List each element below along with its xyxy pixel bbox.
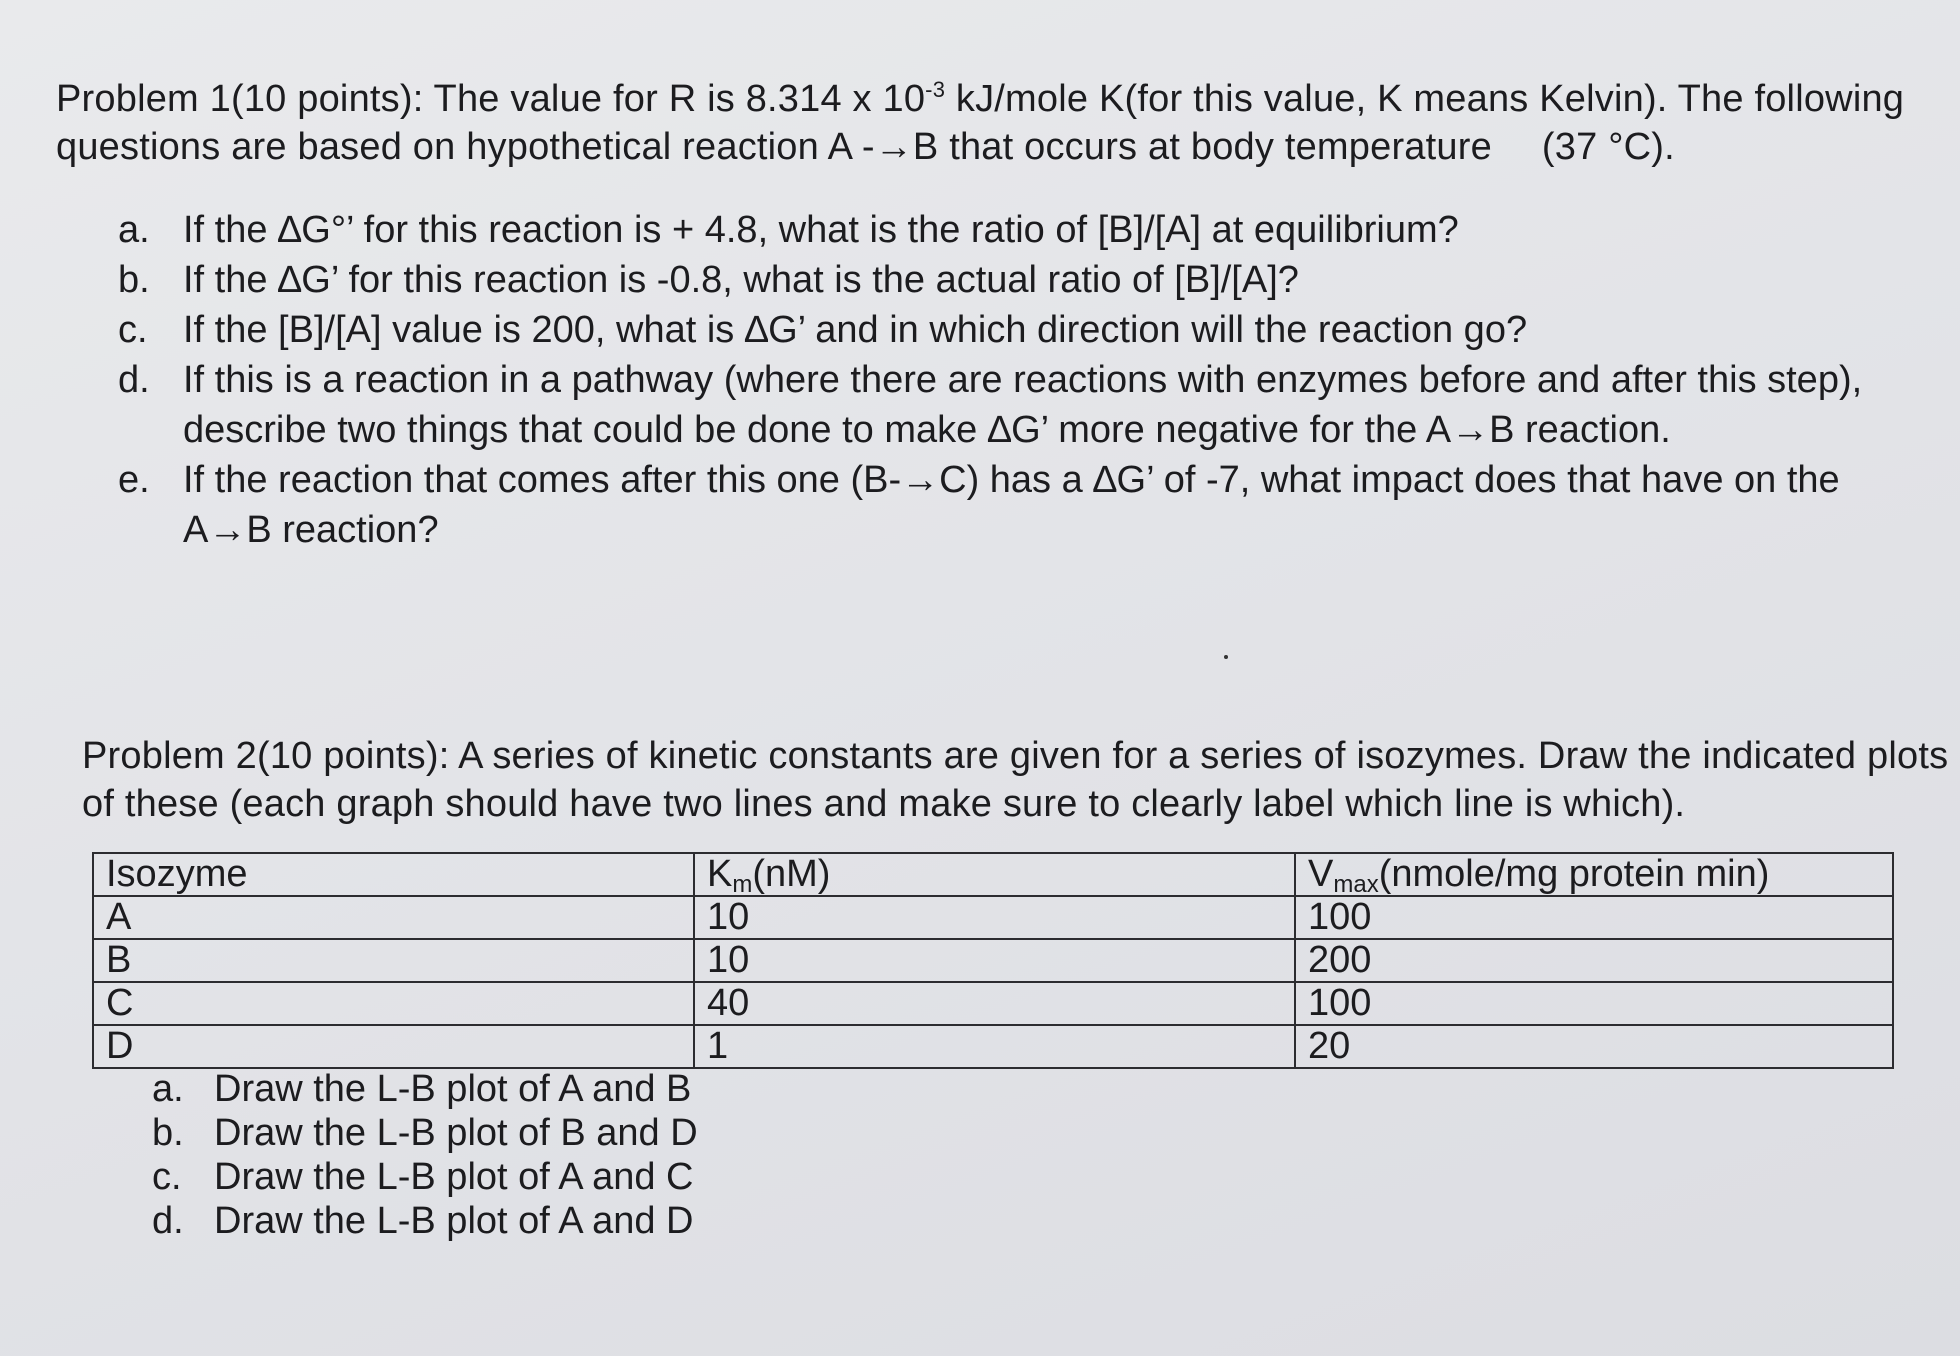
pen-mark [1224,655,1228,659]
vmax-unit: (nmole/mg protein min) [1378,853,1770,895]
question-text: If the ∆G°’ for this reaction is + 4.8, what is the ratio of [B]/[A] at equilibrium? [183,209,1459,251]
question-letter: e. [118,459,150,501]
km-unit: (nM) [752,853,831,895]
problem-2-questions [152,1067,1052,1243]
table-cell: 1 [694,1025,1295,1068]
table-cell: 20 [1295,1025,1893,1068]
problem-2-line-2: of these (each graph should have two lines and make sure to clearly label which line is which). [82,783,1686,825]
table-cell: D [93,1025,694,1068]
question-text: Draw the L-B plot of B and D [214,1112,698,1154]
question-text: Draw the L-B plot of A and B [214,1068,692,1110]
question-2c [152,1155,1052,1199]
table-row [93,982,1893,1025]
problem-2-line-1: Problem 2(10 points): A series of kinetic constants are given for a series of isozymes. Draw the indicated plots [82,735,1949,777]
question-letter: a. [118,209,150,251]
body-temperature: (37 °C). [1541,126,1675,168]
table-cell: A [93,896,694,939]
table-cell: 100 [1295,896,1893,939]
question-1b [118,255,1878,305]
km-subscript: m [732,871,753,898]
question-text: Draw the L-B plot of A and D [214,1200,694,1242]
table-row [93,1025,1893,1068]
question-text-line-1: If this is a reaction in a pathway (where there are reactions with enzymes before and after this step), [183,359,1863,401]
table-cell: C [93,982,694,1025]
question-text: If the ∆G’ for this reaction is -0.8, what is the actual ratio of [B]/[A]? [183,259,1299,301]
table-cell: 100 [1295,982,1893,1025]
table-row [93,939,1893,982]
question-letter: c. [152,1156,182,1198]
table-row [93,896,1893,939]
vmax-subscript: max [1333,871,1379,898]
table-header-row [93,853,1893,896]
question-1c [118,305,1878,355]
question-text-line-2: describe two things that could be done to make ∆G’ more negative for the A→B reaction. [183,409,1671,451]
question-text-line-1: If the reaction that comes after this one (B-→C) has a ∆G’ of -7, what impact does that have on the [183,459,1840,501]
question-text: If the [B]/[A] value is 200, what is ∆G’ and in which direction will the reaction go? [183,309,1528,351]
question-letter: b. [118,259,150,301]
question-1e [118,455,1878,555]
vmax-symbol: V [1308,853,1334,895]
question-1d [118,355,1878,455]
question-1a [118,205,1878,255]
question-2a [152,1067,1052,1111]
problem-1-questions [118,205,1878,555]
table-cell: 10 [694,896,1295,939]
problem-1-line-1 [56,75,1916,123]
question-letter: d. [118,359,150,401]
header-isozyme: Isozyme [93,853,694,896]
problem-2-intro [82,732,1949,828]
question-text: Draw the L-B plot of A and C [214,1156,694,1198]
header-km [694,853,1295,896]
question-letter: b. [152,1112,184,1154]
problem-1-line-1-start: Problem 1(10 points): The value for R is 8.314 x 10 [56,78,926,120]
question-letter: c. [118,309,148,351]
question-letter: a. [152,1068,184,1110]
isozyme-table [92,852,1894,1069]
problem-1-intro [56,75,1916,171]
table-cell: B [93,939,694,982]
exponent: -3 [925,77,946,102]
table-cell: 10 [694,939,1295,982]
header-vmax [1295,853,1893,896]
table-cell: 40 [694,982,1295,1025]
km-symbol: K [707,853,733,895]
problem-1-line-2-text: questions are based on hypothetical reaction A -→B that occurs at body temperature [56,126,1492,168]
table-cell: 200 [1295,939,1893,982]
problem-1-line-1-end: kJ/mole K(for this value, K means Kelvin). The following [945,78,1905,120]
question-text-line-2: A→B reaction? [183,509,439,551]
question-2b [152,1111,1052,1155]
problem-1-line-2 [56,123,1916,171]
question-2d [152,1199,1052,1243]
question-letter: d. [152,1200,184,1242]
